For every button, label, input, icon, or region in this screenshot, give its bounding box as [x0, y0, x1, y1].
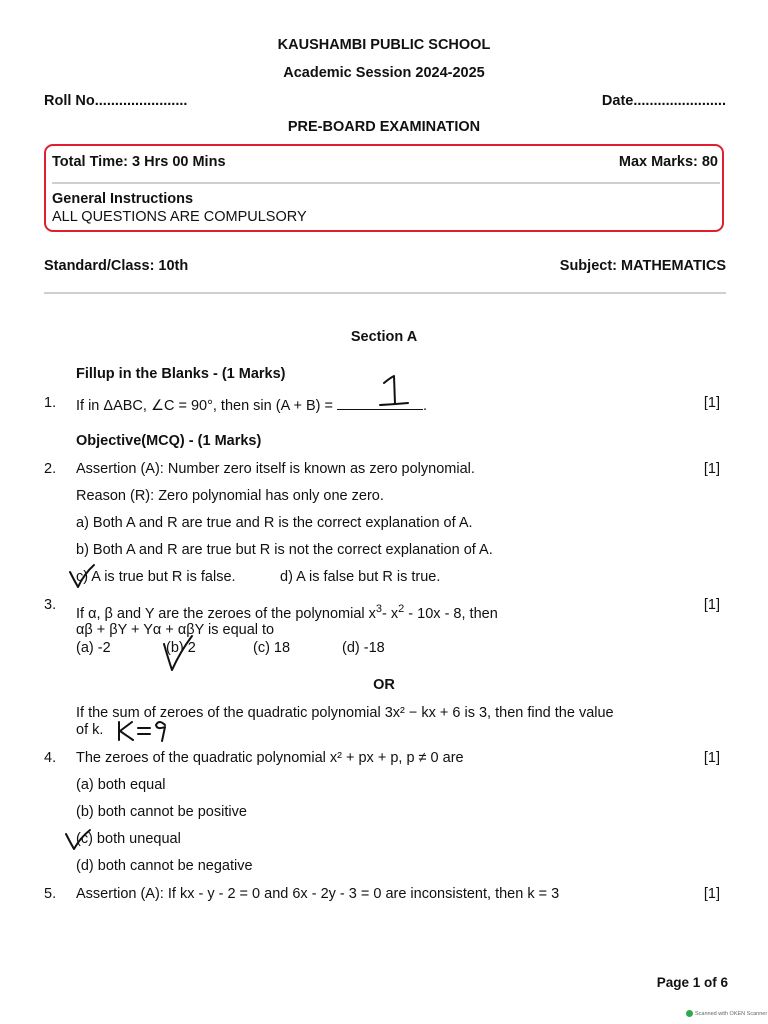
- question-2-option-a: a) Both A and R are true and R is the correct explanation of A.: [76, 515, 473, 531]
- question-1-marks: [1]: [703, 395, 720, 411]
- question-3-part-a: If α, β and Y are the zeroes of the polynomial x: [76, 605, 376, 622]
- page-number: Page 1 of 6: [656, 975, 728, 990]
- question-2-option-c: c) A is true but R is false.: [76, 569, 236, 585]
- total-time: Total Time: 3 Hrs 00 Mins: [52, 154, 226, 170]
- question-3-part-b: - x: [382, 605, 399, 622]
- question-number: 1.: [44, 395, 57, 411]
- exponent: 3: [375, 603, 383, 615]
- question-4-text: The zeroes of the quadratic polynomial x² + px + p, p ≠ 0 are: [76, 750, 464, 766]
- question-2-option-d: d) A is false but R is true.: [280, 569, 441, 585]
- max-marks: Max Marks: 80: [618, 154, 718, 170]
- handwritten-answer-k: [116, 716, 176, 744]
- question-2-marks: [1]: [703, 461, 720, 477]
- question-3-option-a: (a) -2: [76, 640, 111, 656]
- fillup-heading: Fillup in the Blanks - (1 Marks): [76, 366, 286, 382]
- info-divider: [52, 182, 720, 184]
- section-title: Section A: [350, 329, 418, 345]
- question-3-text: [76, 603, 498, 622]
- question-1-prompt: If in ΔABC, ∠C = 90°, then sin (A + B) =: [76, 398, 337, 414]
- instructions-text: ALL QUESTIONS ARE COMPULSORY: [52, 209, 307, 225]
- scanner-watermark-text: Scanned with OKEN Scanner: [695, 1010, 768, 1017]
- question-4-option-c: (c) both unequal: [76, 831, 181, 847]
- question-5-text: Assertion (A): If kx - y - 2 = 0 and 6x - 2y - 3 = 0 are inconsistent, then k = 3: [76, 886, 560, 902]
- question-3-alt-line-2: of k.: [76, 722, 104, 738]
- scanner-logo-icon: [686, 1010, 693, 1017]
- instructions-title: General Instructions: [52, 191, 194, 207]
- checkmark-icon: [158, 632, 202, 676]
- academic-session: Academic Session 2024-2025: [283, 65, 485, 81]
- subject-label: Subject: MATHEMATICS: [559, 258, 726, 274]
- question-1-end: .: [423, 398, 428, 414]
- handwritten-answer-1: [372, 374, 422, 410]
- checkmark-icon: [62, 826, 102, 856]
- question-number: 2.: [44, 461, 57, 477]
- question-number: 3.: [44, 597, 57, 613]
- question-3-option-c: (c) 18: [253, 640, 291, 656]
- question-3-option-d: (d) -18: [342, 640, 385, 656]
- scanner-watermark: [686, 1010, 767, 1017]
- question-4-option-b: (b) both cannot be positive: [76, 804, 247, 820]
- header-divider: [44, 292, 726, 294]
- question-4-option-a: (a) both equal: [76, 777, 166, 793]
- school-name: KAUSHAMBI PUBLIC SCHOOL: [277, 37, 491, 53]
- or-divider: OR: [373, 677, 395, 693]
- exam-title: PRE-BOARD EXAMINATION: [287, 119, 481, 135]
- class-label: Standard/Class: 10th: [44, 258, 189, 274]
- question-number: 5.: [44, 886, 57, 902]
- question-3-line-2: αβ + βY + Yα + αβY is equal to: [76, 622, 275, 638]
- roll-number-field: Roll No.......................: [44, 93, 188, 109]
- exponent: 2: [398, 603, 405, 615]
- question-4-option-d: (d) both cannot be negative: [76, 858, 253, 874]
- question-4-marks: [1]: [703, 750, 720, 766]
- question-number: 4.: [44, 750, 57, 766]
- question-3-option-b: (b) 2: [166, 640, 196, 656]
- question-3-alt-line-1: If the sum of zeroes of the quadratic polynomial 3x² − kx + 6 is 3, then find the value: [76, 705, 614, 721]
- question-2-reason: Reason (R): Zero polynomial has only one zero.: [76, 488, 384, 504]
- checkmark-icon: [66, 562, 106, 592]
- mcq-heading: Objective(MCQ) - (1 Marks): [76, 433, 262, 449]
- question-3-part-c: - 10x - 8, then: [404, 605, 498, 622]
- question-3-marks: [1]: [703, 597, 720, 613]
- question-2-option-b: b) Both A and R are true but R is not the correct explanation of A.: [76, 542, 493, 558]
- question-2-assertion: Assertion (A): Number zero itself is known as zero polynomial.: [76, 461, 475, 477]
- date-field: Date.......................: [601, 93, 726, 109]
- question-5-marks: [1]: [703, 886, 720, 902]
